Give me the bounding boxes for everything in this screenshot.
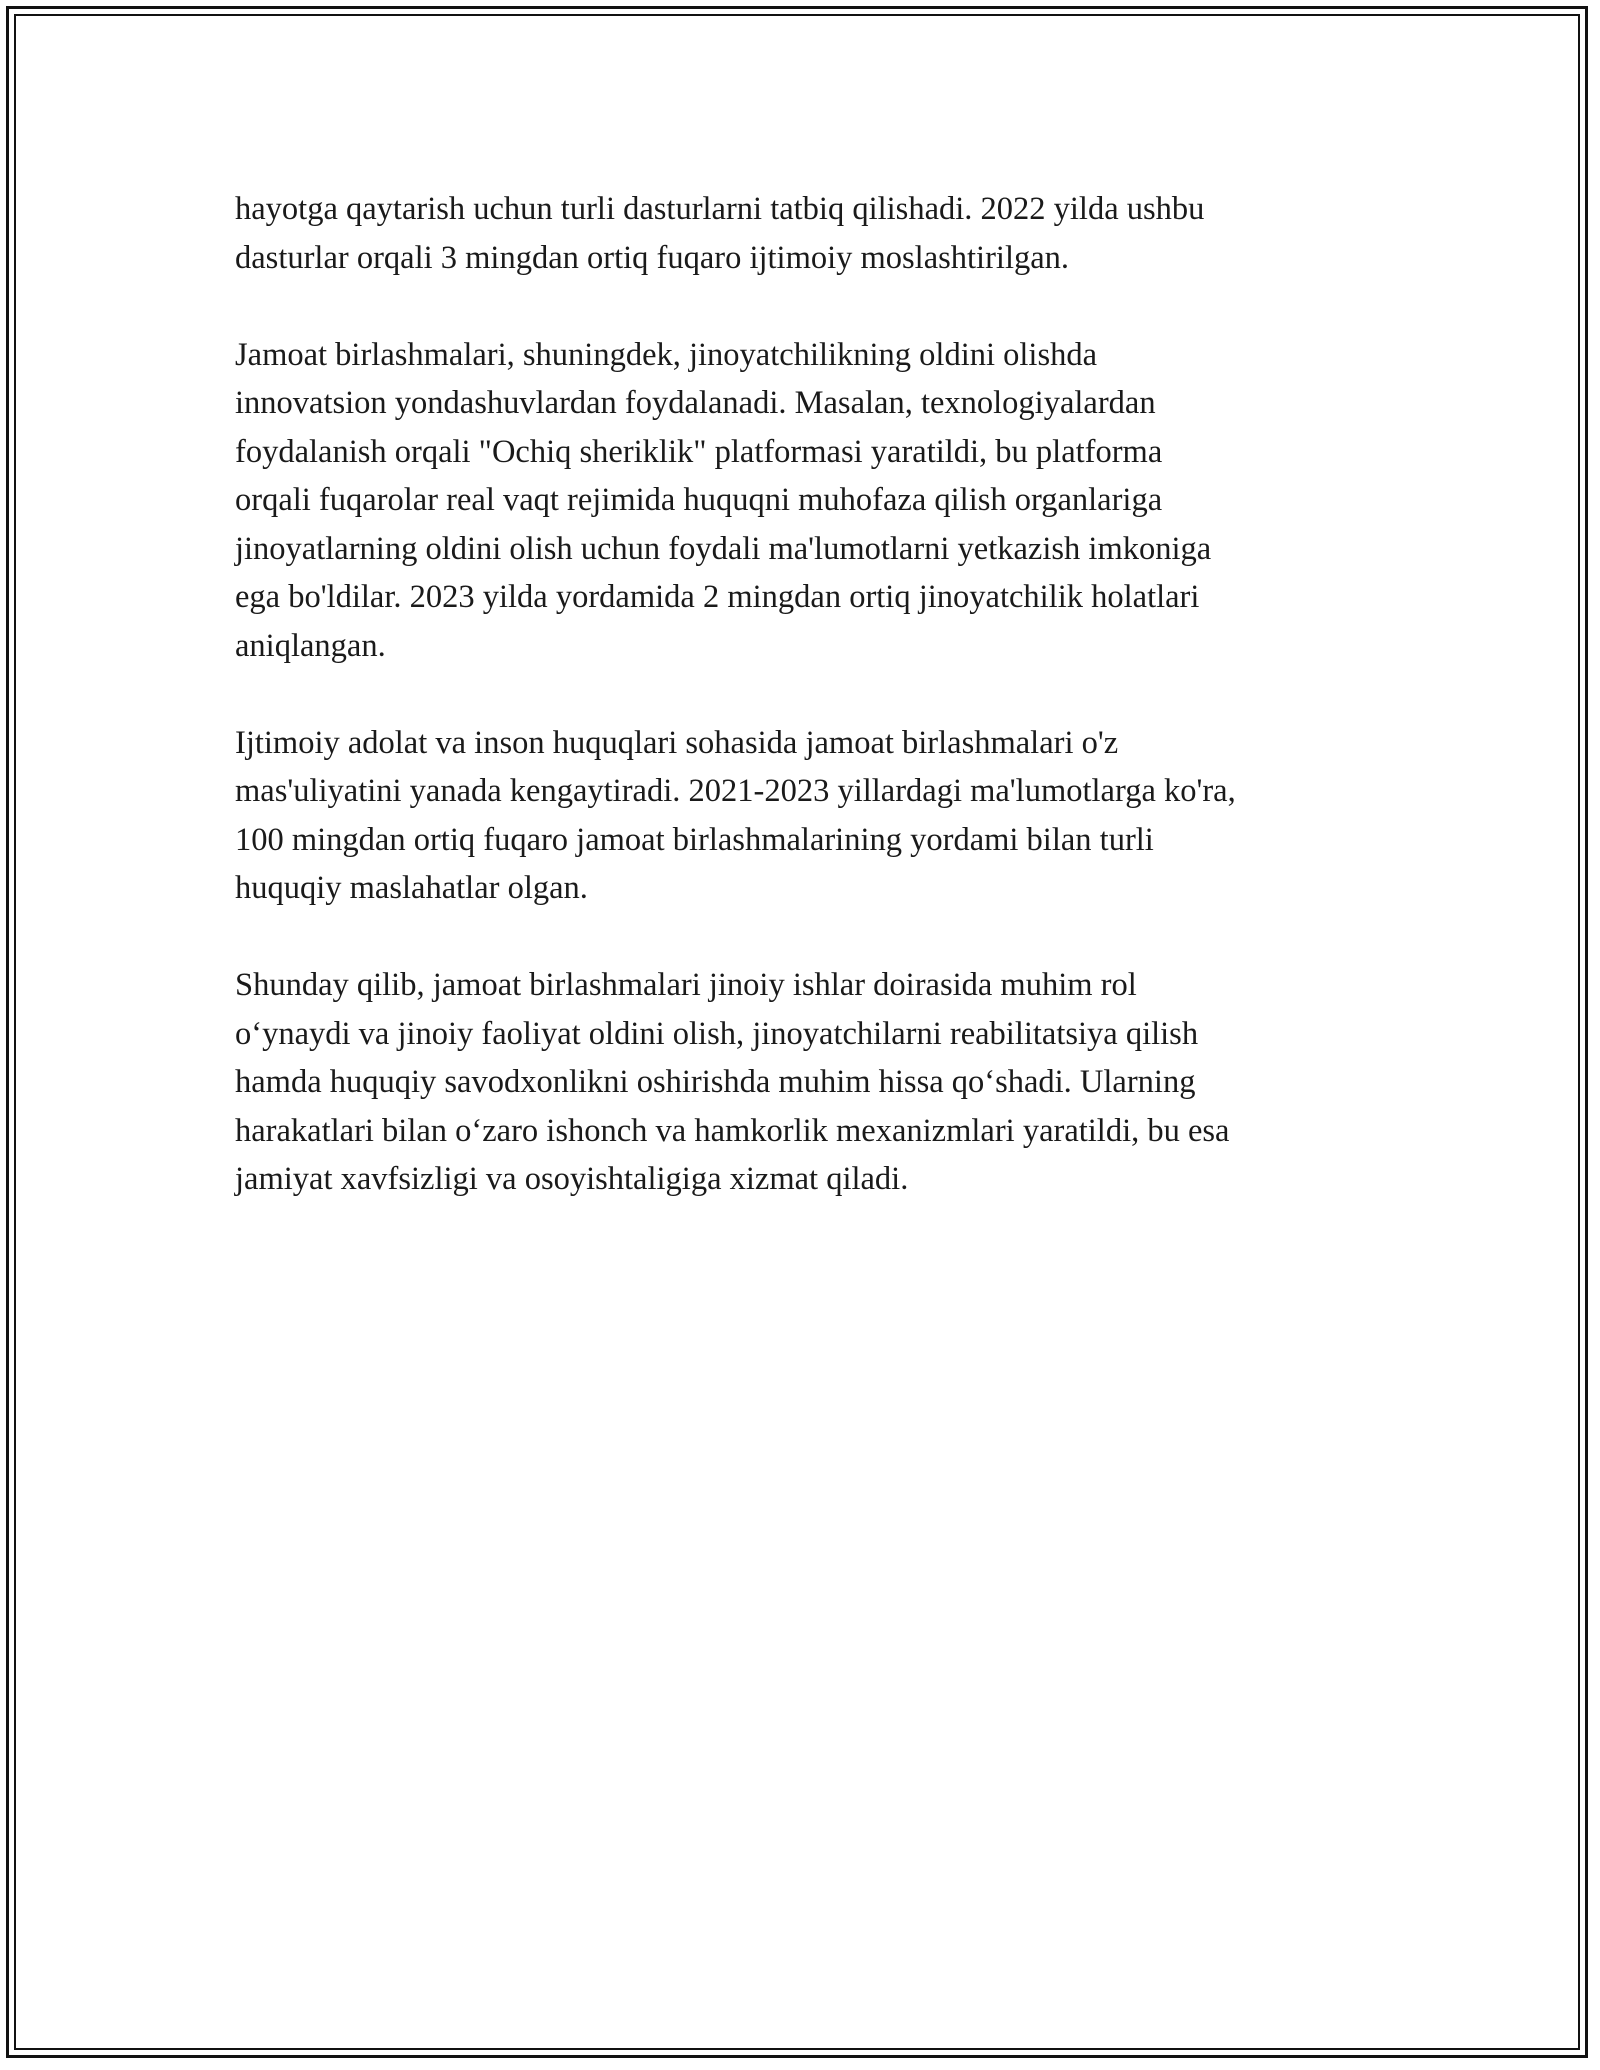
paragraph-rehabilitation-programs: hayotga qaytarish uchun turli dasturlarni tatbiq qilishadi. 2022 yilda ushbu dasturlar orqali 3 mingdan ortiq fuqaro ijtimoiy moslashtirilgan.: [235, 191, 1205, 276]
paragraph-social-justice: Ijtimoiy adolat va inson huquqlari sohasida jamoat birlashmalari o'z mas'uliyatini yanada kengaytiradi. 2021-2023 yillardagi ma'lumotlarga ko'ra, 100 mingdan ortiq fuqaro jamoat birlashmalarining yordami bilan turli huquqiy maslahatlar olgan.: [235, 724, 1236, 906]
paragraph-innovative-approaches: Jamoat birlashmalari, shuningdek, jinoyatchilikning oldini olishda innovatsion yondashuvlardan foydalanadi. Masalan, texnologiyalardan foydalanish orqali "Ochiq sheriklik" platformasi yaratildi, bu platforma orqali fuqarolar real vaqt rejimida huquqni muhofaza qilish organlariga jinoyatlarning oldini olish uchun foydali ma'lumotlarni yetkazish imkoniga ega bo'ldilar. 2023 yilda yordamida 2 mingdan ortiq jinoyatchilik holatlari aniqlangan.: [235, 336, 1212, 664]
document-body: [235, 185, 1385, 1252]
paragraph-conclusion: Shunday qilib, jamoat birlashmalari jinoiy ishlar doirasida muhim rol o‘ynaydi va jinoiy faoliyat oldini olish, jinoyatchilarni reabilitatsiya qilish hamda huquqiy savodxonlikni oshirishda muhim hissa qo‘shadi. Ularning harakatlari bilan o‘zaro ishonch va hamkorlik mexanizmlari yaratildi, bu esa jamiyat xavfsizligi va osoyishtaligiga xizmat qiladi.: [235, 967, 1230, 1197]
